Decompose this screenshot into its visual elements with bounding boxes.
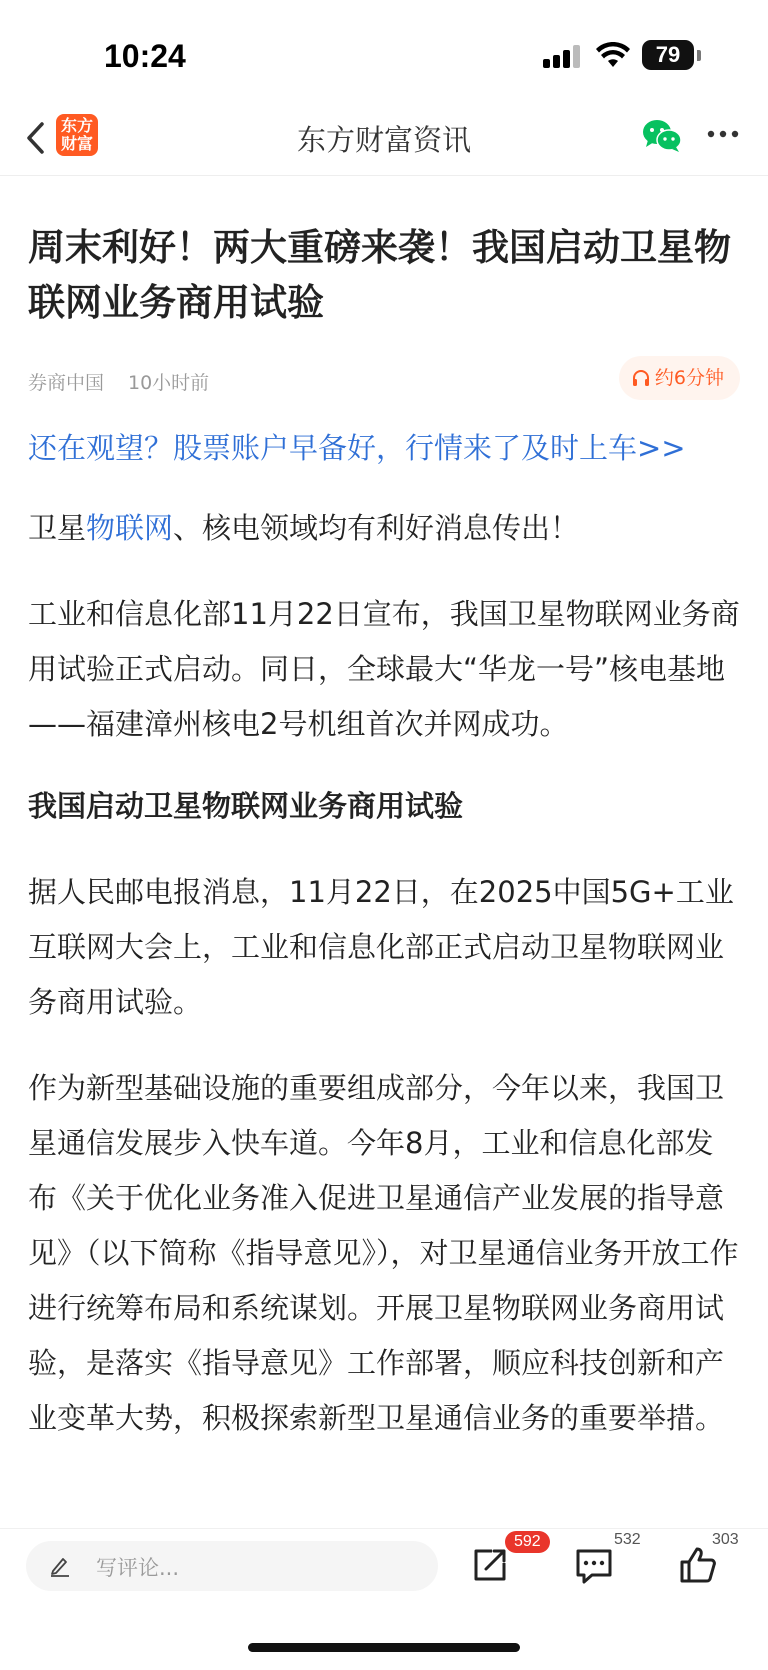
share-icon[interactable] [470,1545,510,1585]
battery-indicator: 79 [642,40,694,70]
more-options-icon[interactable] [706,124,740,144]
comment-input[interactable] [26,1541,438,1591]
paragraph-1-suffix: 、核电领域均有利好消息传出！ [173,511,580,545]
logo-text-top: 东方 [60,116,93,135]
status-time: 10:24 [104,38,186,74]
paragraph-3: 据人民邮电报消息，11月22日，在2025中国5G+工业互联网大会上，工业和信息化部正式启动卫星物联网业务商用试验。 [28,875,734,1019]
wechat-share-icon[interactable] [642,118,682,154]
article-source[interactable]: 券商中国 [28,372,105,394]
share-count-badge: 592 [505,1531,550,1553]
paragraph-4: 作为新型基础设施的重要组成部分，今年以来，我国卫星通信发展步入快车道。今年8月，工业和信息化部发布《关于优化业务准入促进卫星通信产业发展的指导意见》（以下简称《指导意见》），对卫星通信业务开放工作进行统筹布局和系统谋划。开展卫星物联网业务商用试验，是落实《指导意见》工作部署，顺应科技创新和产业变革大势，积极探索新型卫星通信业务的重要举措。 [28,1071,739,1435]
paragraph-1-prefix: 卫星 [28,511,87,545]
home-indicator [248,1643,520,1652]
logo-text-bottom: 财富 [60,134,93,153]
headphones-icon [631,368,651,388]
wifi-icon [596,42,630,68]
like-count: 303 [712,1531,739,1548]
article-body [28,176,740,1446]
status-bar [0,0,768,100]
keyword-link-iot[interactable]: 物联网 [86,511,174,545]
article-title: 周末利好！两大重磅来袭！我国启动卫星物联网业务商用试验 [28,226,731,324]
nav-bar [0,100,768,176]
nav-title: 东方财富资讯 [296,123,471,157]
comment-icon[interactable] [574,1545,614,1585]
promo-link[interactable]: 还在观望？股票账户早备好，行情来了及时上车>> [28,431,686,465]
thumbs-up-icon[interactable] [678,1545,718,1585]
paragraph-1 [28,501,740,556]
comment-placeholder: 写评论... [96,1556,180,1580]
listen-button[interactable] [619,356,740,400]
article-meta [28,356,740,404]
bottom-action-bar [0,1528,768,1670]
pen-icon [48,1554,72,1578]
cellular-signal-icon [543,44,583,68]
paragraph-2: 工业和信息化部11月22日宣布，我国卫星物联网业务商用试验正式启动。同日，全球最大“华龙一号”核电基地——福建漳州核电2号机组首次并网成功。 [28,597,740,741]
battery-tip [697,50,701,61]
article-time: 10小时前 [128,372,210,394]
comment-count: 532 [614,1531,641,1548]
read-time-label: 约6分钟 [654,367,724,389]
section-heading: 我国启动卫星物联网业务商用试验 [28,789,464,823]
